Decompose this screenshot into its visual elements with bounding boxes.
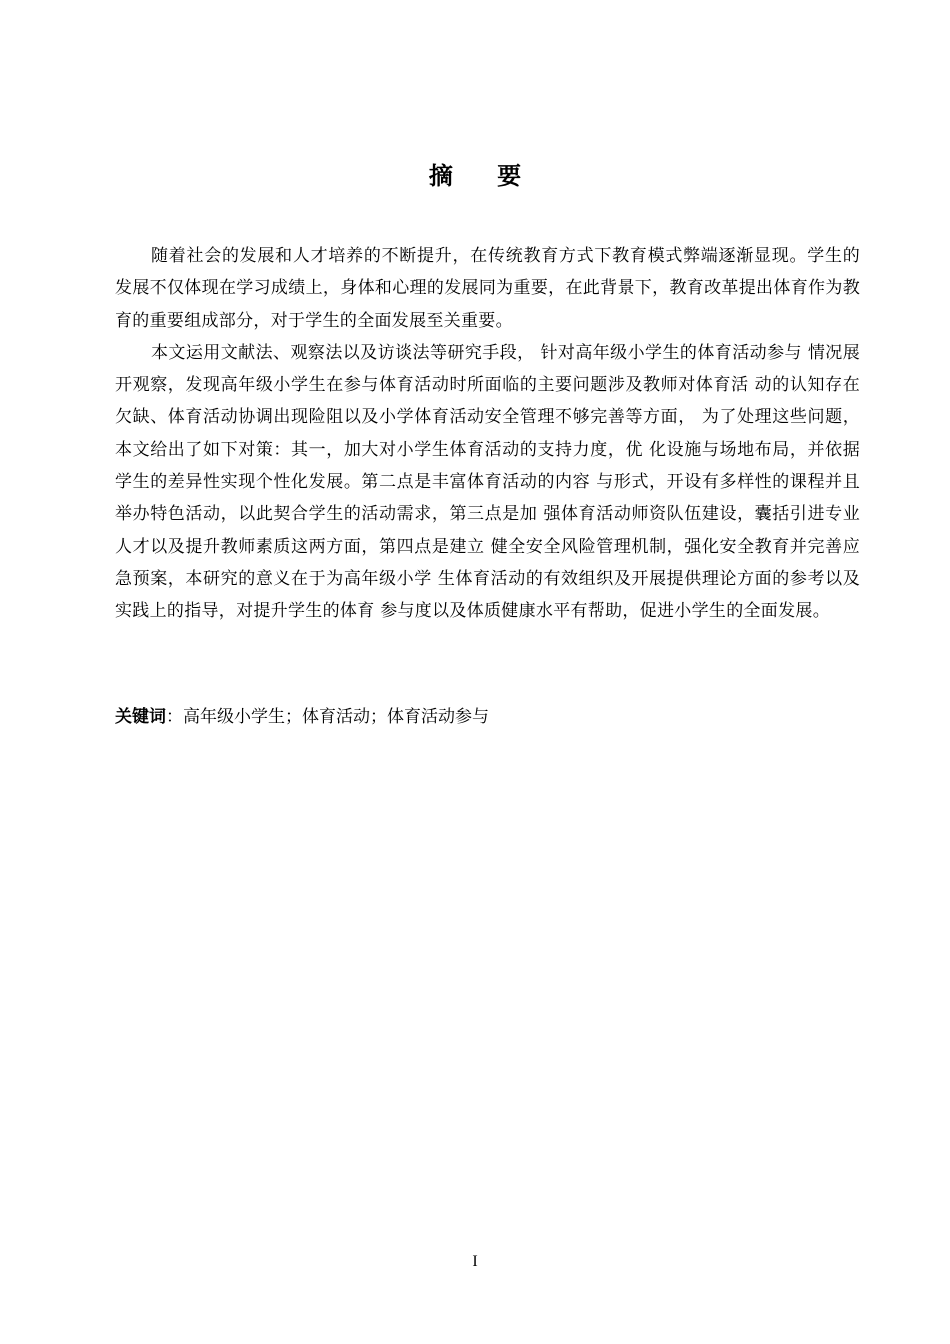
keywords-separator: ： bbox=[166, 707, 183, 727]
abstract-body bbox=[115, 240, 860, 628]
page-number: I bbox=[472, 1253, 478, 1270]
abstract-paragraph-2: 本文运用文献法、观察法以及访谈法等研究手段， 针对高年级小学生的体育活动参与 情况展开观察，发现高年级小学生在参与体育活动时所面临的主要问题涉及教师对体育活 动的认知存在欠缺、体育活动协调出现险阻以及小学体育活动安全管理不够完善等方面， 为了处理这些问题，本文给出了如下对策：其一，加大对小学生体育活动的支持力度，优 化设施与场地布局，并依据学生的差异性实现个性化发展。第二点是丰富体育活动的内容 与形式，开设有多样性的课程并且举办特色活动，以此契合学生的活动需求，第三点是加 强体育活动师资队伍建设，囊括引进专业人才以及提升教师素质这两方面，第四点是建立 健全安全风险管理机制，强化安全教育并完善应急预案，本研究的意义在于为高年级小学 生体育活动的有效组织及开展提供理论方面的参考以及实践上的指导，对提升学生的体育 参与度以及体质健康水平有帮助，促进小学生的全面发展。 bbox=[115, 342, 860, 622]
keywords-line bbox=[115, 702, 860, 732]
abstract-paragraph-1: 随着社会的发展和人才培养的不断提升，在传统教育方式下教育模式弊端逐渐显现。学生的发展不仅体现在学习成绩上，身体和心理的发展同为重要，在此背景下，教育改革提出体育作为教育的重要组成部分，对于学生的全面发展至关重要。 bbox=[115, 246, 860, 331]
abstract-title: 摘 要 bbox=[428, 162, 540, 190]
keywords-label: 关键词 bbox=[115, 707, 166, 727]
keywords-list: 高年级小学生；体育活动；体育活动参与 bbox=[183, 707, 489, 727]
